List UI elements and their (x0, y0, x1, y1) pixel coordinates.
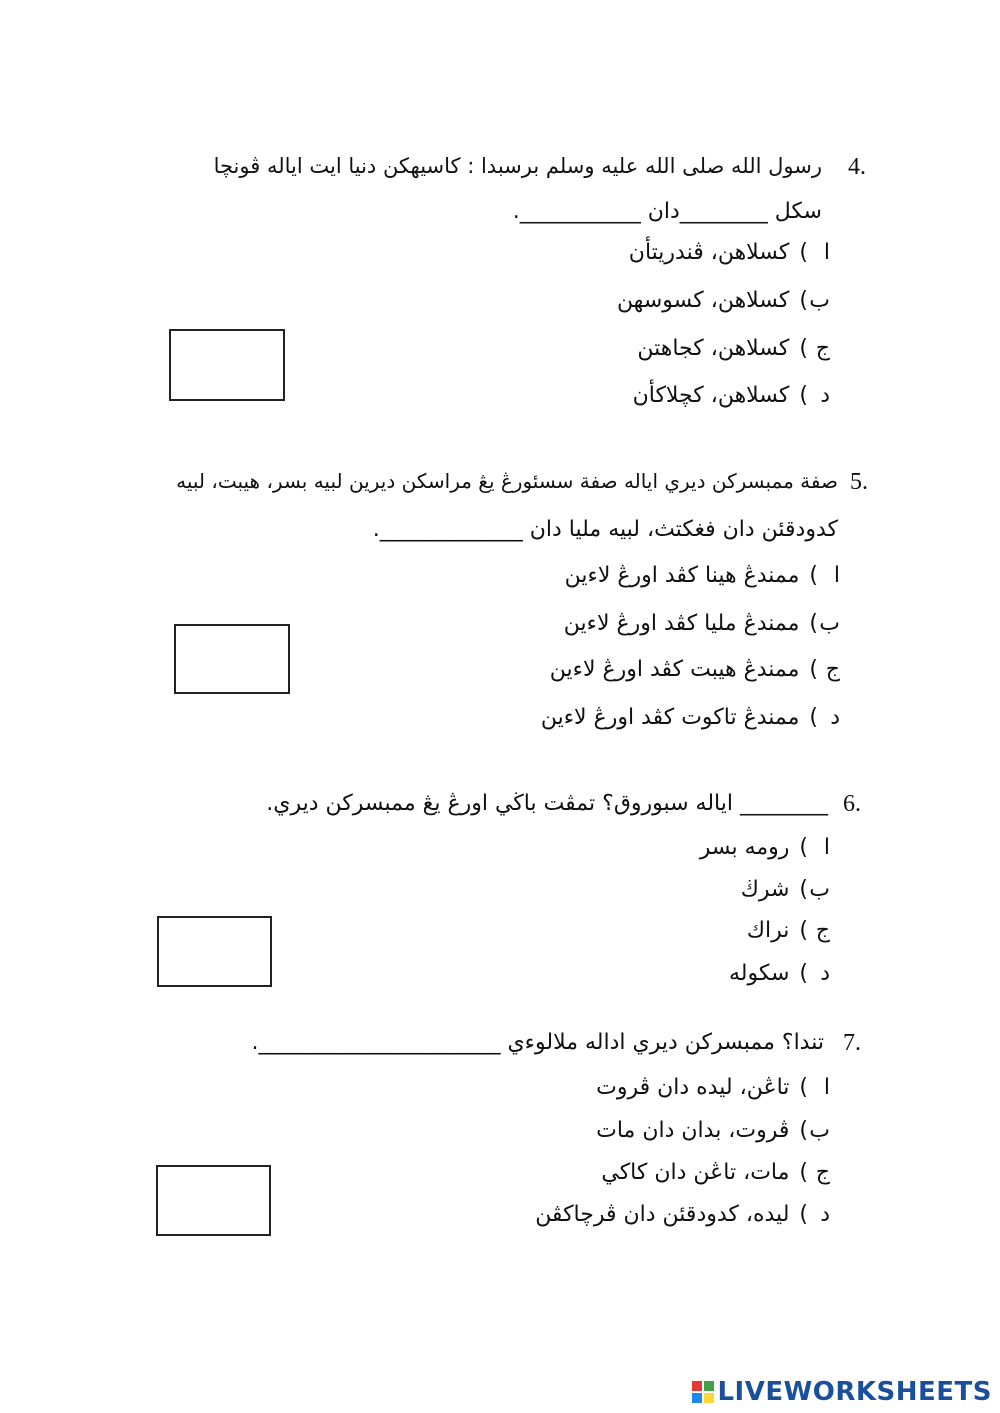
option-a: ا)رومه بسر (699, 835, 830, 860)
option-b: ب)كسلاهن، كسوسهن (616, 288, 830, 313)
option-b: ب)شرڬ (740, 877, 830, 902)
option-d: د)كسلاهن، كچلاكأن (632, 383, 830, 408)
question-text: ________ اياله سبوروق؟ تمڤت باڬي اورڠ يڠ ممبسركن ديري. (266, 791, 828, 816)
answer-box[interactable] (157, 916, 272, 987)
question-text: صفة ممبسركن ديري اياله صفة سسئورڠ يڠ مراسكن ديرين لبيه بسر، هيبت، لبيه (176, 469, 838, 493)
question-text: رسول الله صلى الله عليه وسلم برسبدا : كاسيهكن دنيا ايت اياله ڤونچا (213, 154, 822, 178)
option-b: ب)ڤروت، بدان دان مات (596, 1118, 830, 1143)
option-d: د)سكوله (728, 961, 830, 986)
option-c: ج)نراك (746, 918, 830, 943)
question-number: 6. (843, 791, 861, 817)
option-a: ا)كسلاهن، ڤندريتأن (628, 240, 830, 265)
question-number: 5. (850, 469, 868, 495)
answer-box[interactable] (169, 329, 285, 401)
option-d: د)ممندڠ تاكوت كڤد اورڠ لاءين (540, 705, 840, 730)
question-text: سكل ________دان ___________. (512, 199, 822, 224)
brand-text: LIVEWORKSHEETS (717, 1377, 992, 1407)
option-d: د)ليده، كدودقئن دان ڤرچاكڤن (535, 1202, 830, 1227)
question-number: 7. (843, 1030, 861, 1056)
answer-box[interactable] (174, 624, 290, 694)
option-c: ج)كسلاهن، كجاهتن (637, 336, 830, 361)
option-c: ج)ممندڠ هيبت كڤد اورڠ لاءين (549, 657, 840, 682)
liveworksheets-logo (692, 1377, 992, 1407)
option-b: ب)ممندڠ مليا كڤد اورڠ لاءين (563, 611, 840, 636)
option-a: ا)تاڠن، ليده دان ڤروت (596, 1075, 830, 1100)
logo-squares-icon (692, 1381, 714, 1403)
answer-box[interactable] (156, 1165, 271, 1236)
question-number: 4. (848, 154, 866, 180)
question-text: تندا؟ ممبسركن ديري اداله ملالوءي ______________________. (251, 1030, 824, 1055)
option-a: ا)ممندڠ هينا كڤد اورڠ لاءين (564, 563, 840, 588)
question-text: كدودقئن دان فغكتث، لبيه مليا دان _____________. (372, 517, 838, 542)
option-c: ج)مات، تاڠن دان كاكي (601, 1160, 830, 1185)
